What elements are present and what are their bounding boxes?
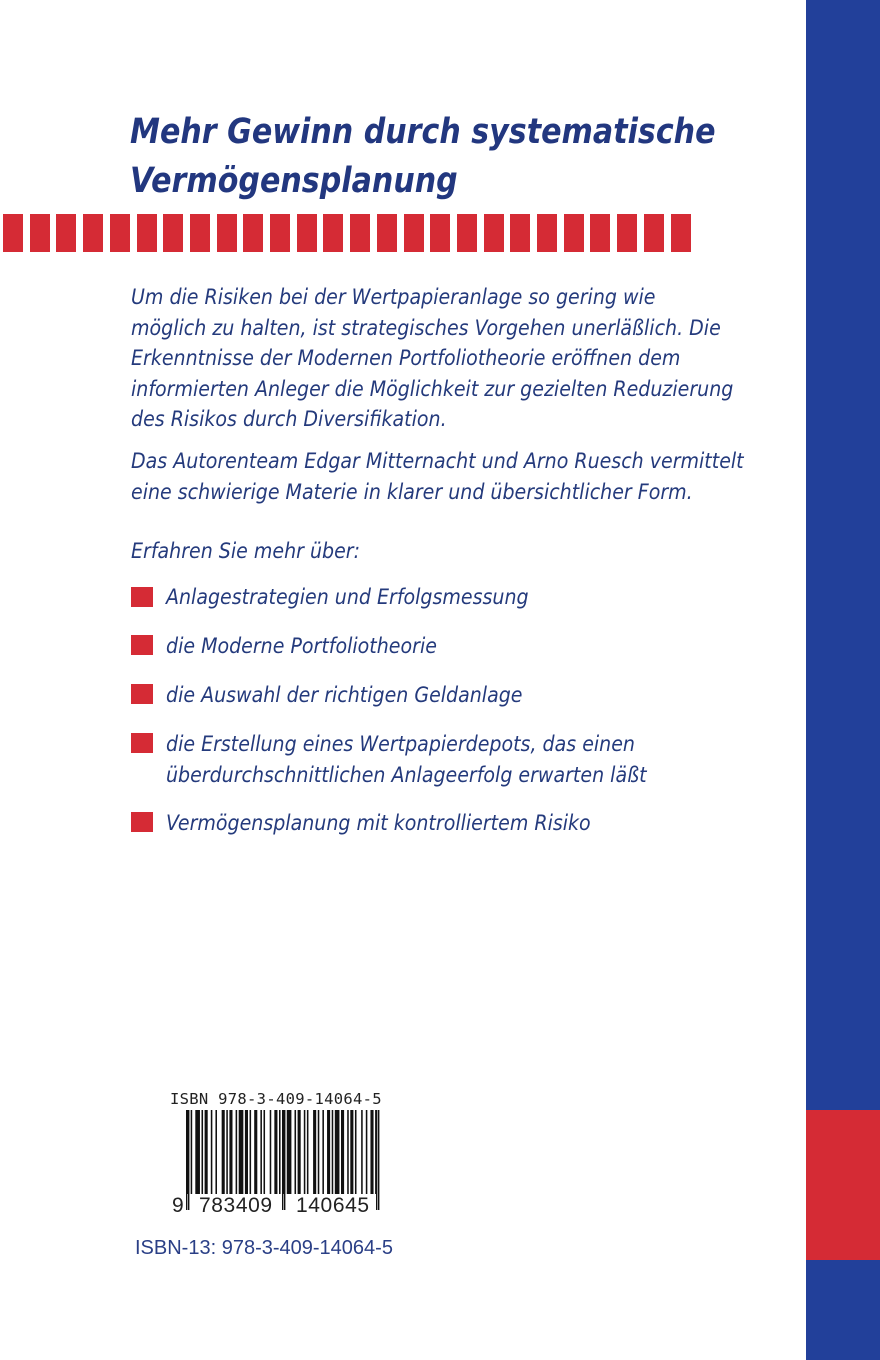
red-dash [30,214,50,252]
barcode-guard-bar [284,1110,285,1210]
barcode-bar [287,1110,292,1194]
red-dash [671,214,691,252]
barcode-bar [260,1110,262,1194]
topic-item: Vermögensplanung mit kontrolliertem Risiko [166,811,591,835]
barcode-bar [298,1110,301,1194]
barcode-right-digits: 140645 [296,1194,370,1217]
red-dash [430,214,450,252]
barcode-isbn-label: ISBN 978-3-409-14064-5 [170,1090,382,1108]
authors-line: Das Autorenteam Edgar Mitternacht und Arno Ruesch vermittelt [131,449,744,473]
bullet-square-icon [131,587,153,607]
barcode-bar [250,1110,252,1194]
book-title [130,108,716,206]
barcode-bar [211,1110,213,1194]
barcode-bar [304,1110,306,1194]
barcode-bar [332,1110,334,1194]
red-dash [323,214,343,252]
barcode-bar [226,1110,228,1194]
red-dash-divider [0,214,700,252]
barcode-bar [239,1110,244,1194]
barcode-bar [307,1110,309,1194]
red-dash [56,214,76,252]
barcode-bar [318,1110,320,1194]
red-dash [163,214,183,252]
barcode-lead-digit: 9 [172,1194,184,1217]
intro-line: Um die Risiken bei der Wertpapieranlage so gering wie [131,285,656,309]
barcode-left-digits: 783409 [199,1194,273,1217]
intro-line: Erkenntnisse der Modernen Portfoliotheorie eröffnen dem [131,346,681,370]
red-dash [457,214,477,252]
barcode-bar [195,1110,200,1194]
bullet-square-icon [131,635,153,655]
barcode-bar [322,1110,324,1194]
topic-item: die Erstellung eines Wertpapierdepots, das einen überdurchschnittlichen Anlageerfolg erwarten läßt [166,732,647,787]
barcode-bar [295,1110,297,1194]
list-heading: Erfahren Sie mehr über: [131,539,361,563]
bullet-square-icon [131,812,153,832]
red-dash [377,214,397,252]
barcode-bar [245,1110,248,1194]
red-dash [217,214,237,252]
isbn-13-text: ISBN-13: 978-3-409-14064-5 [135,1237,393,1259]
bullet-square-icon [131,733,153,753]
barcode-bar [222,1110,225,1194]
red-dash [297,214,317,252]
barcode-bar [347,1110,349,1194]
red-dash [190,214,210,252]
barcode-bar [335,1110,340,1194]
intro-line: informierten Anleger die Möglichkeit zur gezielten Reduzierung [131,376,734,401]
intro-line: möglich zu halten, ist strategisches Vorgehen unerläßlich. Die [131,315,721,340]
bullet-square-icon [131,684,153,704]
barcode-guard-bar [188,1110,189,1210]
red-dash [404,214,424,252]
red-dash [350,214,370,252]
barcode-bar [205,1110,208,1194]
barcode-bar [264,1110,266,1194]
barcode-bar [313,1110,316,1194]
barcode-bar [270,1110,272,1194]
barcode-bar [361,1110,363,1194]
red-dash [644,214,664,252]
barcode-guard-bar [378,1110,379,1210]
title-line-1: Mehr Gewinn durch systematische [130,112,716,152]
barcode-guard-bar [376,1110,377,1210]
topic-item: Anlagestrategien und Erfolgsmessung [166,585,529,609]
barcode-bar [341,1110,344,1194]
barcode-bar [254,1110,257,1194]
spine-red-band [806,1110,880,1260]
red-dash [83,214,103,252]
barcode-bar [327,1110,330,1194]
barcode-bar [236,1110,238,1194]
red-dash [510,214,530,252]
barcode-guard-bar [282,1110,283,1210]
red-dash [270,214,290,252]
intro-line: des Risikos durch Diversifikation. [131,407,447,431]
intro-paragraph [131,282,733,435]
title-line-2: Vermögensplanung [130,161,458,201]
authors-paragraph [131,446,744,507]
barcode-bar [229,1110,232,1194]
barcode-bar [366,1110,368,1194]
red-dash [617,214,637,252]
red-dash [110,214,130,252]
red-dash [590,214,610,252]
red-dash [484,214,504,252]
barcode-bar [279,1110,281,1194]
topic-item: die Auswahl der richtigen Geldanlage [166,683,523,707]
barcode-bar [370,1110,373,1194]
red-dash [243,214,263,252]
red-dash [3,214,23,252]
barcode-bar [355,1110,357,1194]
red-dash [137,214,157,252]
barcode-guard-bar [186,1110,187,1210]
topic-item: die Moderne Portfoliotheorie [166,634,437,658]
red-dash [537,214,557,252]
red-dash [564,214,584,252]
barcode-bar [350,1110,353,1194]
barcode-bar [274,1110,277,1194]
authors-line: eine schwierige Materie in klarer und übersichtlicher Form. [131,479,693,504]
barcode-bar [202,1110,204,1194]
barcode-bar [215,1110,217,1194]
barcode-bar [191,1110,193,1194]
